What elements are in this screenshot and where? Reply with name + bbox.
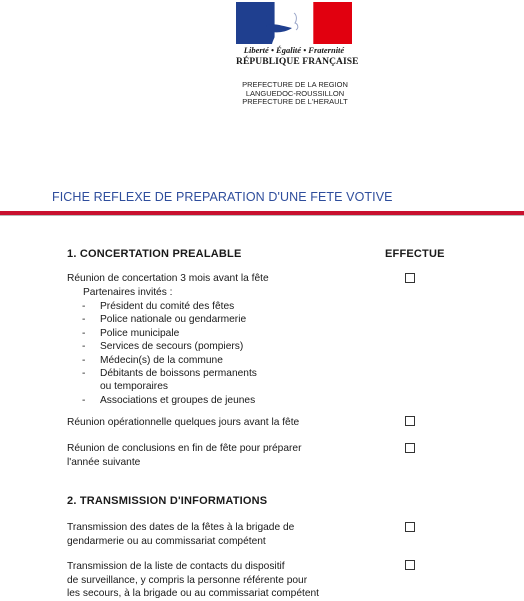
- document-title: FICHE REFLEXE DE PREPARATION D'UNE FETE VOTIVE: [52, 190, 393, 204]
- marianne-flag-icon: [236, 2, 352, 44]
- column-header-effectue: EFFECTUE: [385, 248, 445, 260]
- list-item: - Police municipale: [82, 327, 257, 340]
- done-checkbox[interactable]: [405, 443, 415, 453]
- list-item: - Associations et groupes de jeunes: [82, 394, 257, 407]
- republic-motto: Liberté • Égalité • Fraternité: [243, 45, 345, 55]
- prefecture-block: [230, 81, 360, 107]
- checklist-item-text: Transmission des dates de la fêtes à la brigade de gendarmerie ou au commissariat compétent: [67, 522, 295, 547]
- list-item: - Services de secours (pompiers): [82, 340, 257, 353]
- checklist-item-text: Réunion opérationnelle quelques jours avant la fête: [67, 417, 300, 428]
- done-checkbox[interactable]: [405, 522, 415, 532]
- done-checkbox[interactable]: [405, 560, 415, 570]
- title-divider-grey: [0, 215, 524, 216]
- done-checkbox[interactable]: [405, 273, 415, 283]
- section-heading-transmission: 2. TRANSMISSION D'INFORMATIONS: [67, 495, 268, 507]
- checklist-item-text: Transmission de la liste de contacts du dispositif de surveillance, y compris la personne référente pour les secours, à la brigade ou au commissariat compétent: [67, 561, 319, 600]
- partners-label: Partenaires invités :: [83, 287, 173, 298]
- list-item: - Police nationale ou gendarmerie: [82, 313, 257, 326]
- prefecture-line: LANGUEDOC-ROUSSILLON: [245, 88, 345, 98]
- checklist-item-text: Réunion de concertation 3 mois avant la fête: [67, 273, 269, 284]
- prefecture-line: PREFECTURE DE LA REGION: [242, 80, 348, 89]
- prefecture-line: PREFECTURE DE L'HERAULT: [242, 97, 348, 107]
- list-item: - Président du comité des fêtes: [82, 300, 257, 313]
- republic-name: RÉPUBLIQUE FRANÇAISE: [236, 57, 359, 67]
- section-heading-concertation: 1. CONCERTATION PREALABLE: [67, 248, 242, 260]
- list-item: - Débitants de boissons permanents ou temporaires: [82, 367, 257, 394]
- list-item: - Médecin(s) de la commune: [82, 354, 257, 367]
- done-checkbox[interactable]: [405, 416, 415, 426]
- checklist-item-text: Réunion de conclusions en fin de fête pour préparer l'année suivante: [67, 443, 302, 468]
- partners-list: [82, 300, 257, 407]
